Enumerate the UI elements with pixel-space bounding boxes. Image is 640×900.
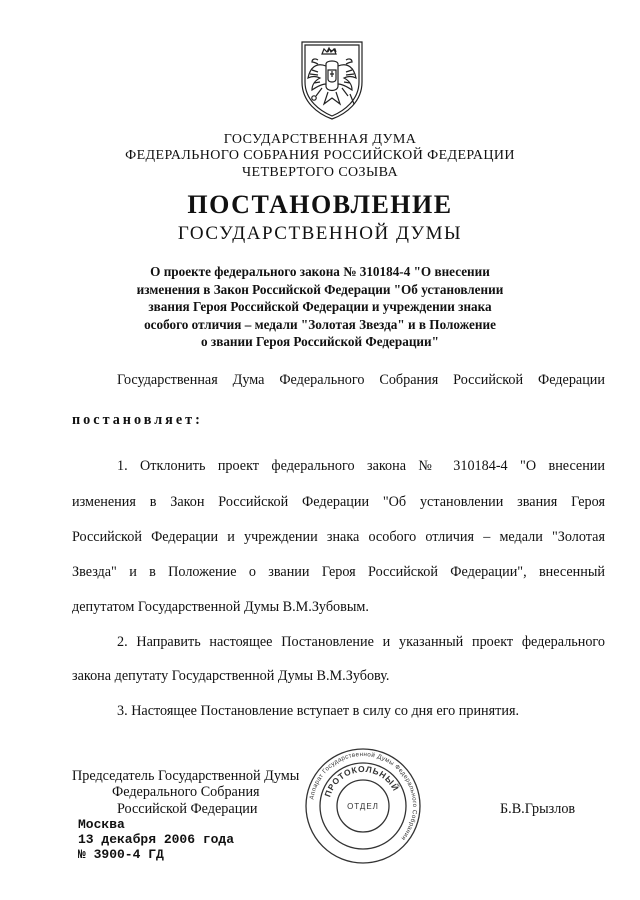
stamp-outer-text: Аппарат Государственной Думы Федерального Собрания [308,750,419,842]
subject-line: изменения в Закон Российской Федерации "Об установлении [136,281,504,297]
signature-title-line: Председатель Государственной Думы [72,768,300,784]
decides-word: постановляет: [72,412,203,428]
item-2-line: 2. Направить настоящее Постановление и указанный проект федерального [117,634,605,650]
header-duma: ГОСУДАРСТВЕННАЯ ДУМА [223,132,417,147]
footer-city: Москва [78,817,125,832]
item-1-line: Звезда" и в Положение о звании Героя Российской Федерации", внесенный [72,564,605,580]
stamp-center-text: ОТДЕЛ [347,802,379,811]
document-subject [70,263,570,351]
signature-title-line: Федерального Собрания [112,784,260,800]
item-1-line: изменения в Закон Российской Федерации "Об установлении звания Героя [72,494,605,510]
preamble: Государственная Дума Федерального Собрания Российской Федерации [117,372,605,388]
stamp-middle-text: ПРОТОКОЛЬНЫЙ [322,763,402,799]
item-2-line: закона депутату Государственной Думы В.М.Зубову. [72,668,390,684]
subject-line: о звании Героя Российской Федерации" [201,334,439,349]
signer-name: Б.В.Грызлов [500,801,576,817]
item-1-line: Российской Федерации и учреждении знака особого отличия – медали "Золотая [72,529,605,545]
header-convocation: ЧЕТВЕРТОГО СОЗЫВА [242,165,398,180]
item-1-line: депутатом Государственной Думы В.М.Зубовым. [72,599,369,615]
svg-text:ПРОТОКОЛЬНЫЙ [322,764,402,798]
item-1-line: 1. Отклонить проект федерального закона № 310184-4 "О внесении [117,458,605,474]
protocol-department-stamp [302,745,424,867]
russian-coat-of-arms-icon [296,38,368,122]
document-subtitle: ГОСУДАРСТВЕННОЙ ДУМЫ [177,223,463,244]
subject-line: звания Героя Российской Федерации и учреждении знака [148,299,492,314]
footer-number: № 3900-4 ГД [78,847,164,862]
item-3-line: 3. Настоящее Постановление вступает в силу со дня его принятия. [117,703,520,719]
signature-title-line: Российской Федерации [117,801,258,817]
footer-date: 13 декабря 2006 года [78,832,235,847]
subject-line: О проекте федерального закона № 310184-4 "О внесении [150,264,490,279]
document-title: ПОСТАНОВЛЕНИЕ [187,190,453,219]
header-federal-assembly: ФЕДЕРАЛЬНОГО СОБРАНИЯ РОССИЙСКОЙ ФЕДЕРАЦИИ [125,148,515,163]
subject-line: особого отличия – медали "Золотая Звезда" и в Положение [144,316,496,332]
